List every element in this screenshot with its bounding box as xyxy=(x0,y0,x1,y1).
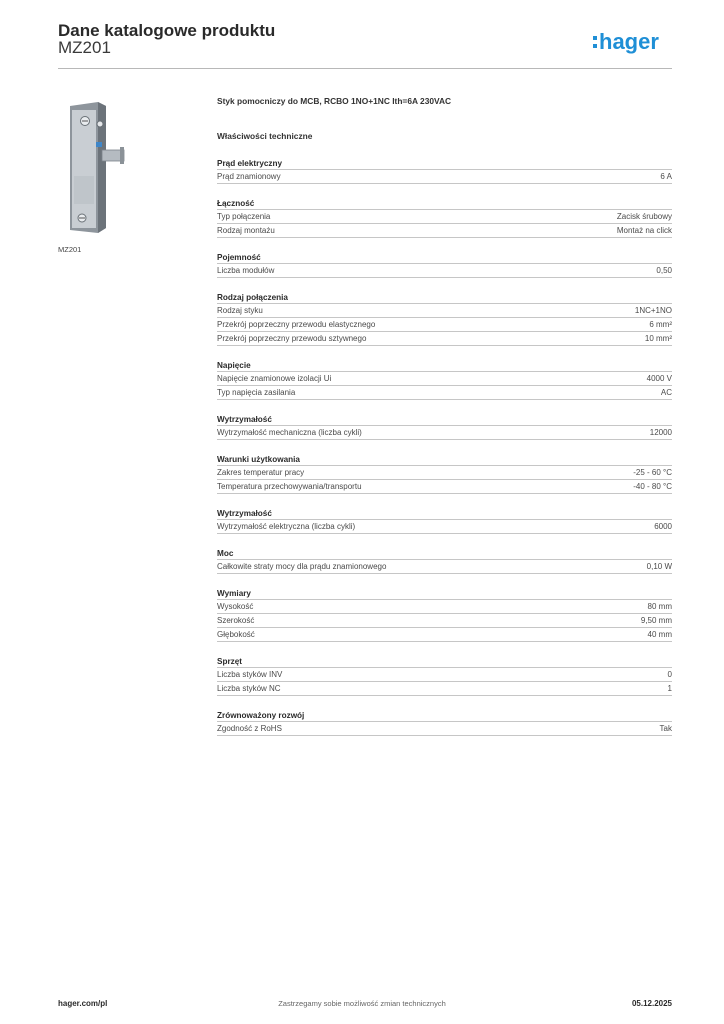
spec-group-title: Wymiary xyxy=(217,588,672,600)
spec-row xyxy=(217,426,672,440)
spec-label: Rodzaj montażu xyxy=(217,226,275,235)
spec-label: Przekrój poprzeczny przewodu sztywnego xyxy=(217,334,367,343)
spec-row xyxy=(217,386,672,400)
spec-row xyxy=(217,466,672,480)
spec-row xyxy=(217,682,672,696)
spec-value: 6 mm² xyxy=(649,320,672,329)
spec-label: Typ połączenia xyxy=(217,212,271,221)
spec-label: Liczba styków NC xyxy=(217,684,281,693)
spec-label: Wysokość xyxy=(217,602,254,611)
spec-group-title: Warunki użytkowania xyxy=(217,454,672,466)
product-description: Styk pomocniczy do MCB, RCBO 1NO+1NC Ith=6A 230VAC xyxy=(217,96,452,106)
spec-label: Typ napięcia zasilania xyxy=(217,388,296,397)
spec-row xyxy=(217,614,672,628)
spec-group-title: Wytrzymałość xyxy=(217,414,672,426)
spec-row xyxy=(217,170,672,184)
spec-value: 0,10 W xyxy=(646,562,672,571)
spec-value: 0 xyxy=(667,670,672,679)
spec-value: Tak xyxy=(659,724,672,733)
spec-value: Zacisk śrubowy xyxy=(616,212,672,221)
spec-row xyxy=(217,480,672,494)
spec-value: 0,50 xyxy=(656,266,672,275)
spec-row xyxy=(217,318,672,332)
image-caption: MZ201 xyxy=(58,245,82,254)
spec-row xyxy=(217,600,672,614)
spec-row xyxy=(217,520,672,534)
spec-label: Całkowite straty mocy dla prądu znamionowego xyxy=(217,562,387,571)
spec-row xyxy=(217,304,672,318)
spec-group-title: Napięcie xyxy=(217,360,672,372)
spec-row xyxy=(217,560,672,574)
spec-label: Wytrzymałość mechaniczna (liczba cykli) xyxy=(217,428,362,437)
spec-group-title: Łączność xyxy=(217,198,672,210)
spec-label: Wytrzymałość elektryczna (liczba cykli) xyxy=(217,522,356,531)
spec-label: Szerokość xyxy=(217,616,255,625)
spec-value: 12000 xyxy=(649,428,672,437)
spec-label: Głębokość xyxy=(217,630,255,639)
spec-group-title: Moc xyxy=(217,548,672,560)
spec-value: 40 mm xyxy=(647,630,672,639)
spec-value: 1 xyxy=(667,684,672,693)
product-image xyxy=(58,96,202,238)
logo-text: hager xyxy=(599,29,659,54)
product-code: MZ201 xyxy=(58,38,111,57)
spec-group-title: Prąd elektryczny xyxy=(217,158,672,170)
header-divider xyxy=(58,68,672,69)
spec-row xyxy=(217,210,672,224)
spec-label: Przekrój poprzeczny przewodu elastycznego xyxy=(217,320,376,329)
spec-value: Montaż na click xyxy=(616,226,672,235)
spec-value: 10 mm² xyxy=(644,334,672,343)
spec-value: 80 mm xyxy=(647,602,672,611)
page-title: Dane katalogowe produktu xyxy=(58,21,276,40)
spec-group-title: Zrównoważony rozwój xyxy=(217,710,672,722)
spec-label: Napięcie znamionowe izolacji Ui xyxy=(217,374,332,383)
spec-value: 4000 V xyxy=(646,374,672,383)
spec-value: 6000 xyxy=(654,522,672,531)
spec-group-title: Wytrzymałość xyxy=(217,508,672,520)
spec-row xyxy=(217,668,672,682)
footer-website[interactable]: hager.com/pl xyxy=(58,999,108,1008)
spec-value: -40 - 80 °C xyxy=(633,482,672,491)
spec-group-title: Pojemność xyxy=(217,252,672,264)
spec-value: AC xyxy=(660,388,672,397)
spec-label: Rodzaj styku xyxy=(217,306,263,315)
spec-value: -25 - 60 °C xyxy=(633,468,672,477)
spec-group-title: Rodzaj połączenia xyxy=(217,292,672,304)
spec-groups xyxy=(217,158,672,736)
footer-disclaimer: Zastrzegamy sobie możliwość zmian technicznych xyxy=(278,999,446,1008)
spec-row xyxy=(217,264,672,278)
spec-value: 6 A xyxy=(660,172,672,181)
spec-label: Liczba styków INV xyxy=(217,670,283,679)
footer-date: 05.12.2025 xyxy=(631,999,672,1008)
spec-group-title: Sprzęt xyxy=(217,656,672,668)
spec-label: Liczba modułów xyxy=(217,266,275,275)
spec-label: Prąd znamionowy xyxy=(217,172,281,181)
spec-value: 1NC+1NO xyxy=(634,306,672,315)
specs-title: Właściwości techniczne xyxy=(217,131,313,141)
spec-value: 9,50 mm xyxy=(640,616,672,625)
spec-content xyxy=(217,96,672,736)
spec-label: Zakres temperatur pracy xyxy=(217,468,305,477)
spec-row xyxy=(217,722,672,736)
spec-label: Temperatura przechowywania/transportu xyxy=(217,482,362,491)
spec-row xyxy=(217,332,672,346)
spec-row xyxy=(217,628,672,642)
spec-label: Zgodność z RoHS xyxy=(217,724,282,733)
spec-row xyxy=(217,224,672,238)
spec-row xyxy=(217,372,672,386)
hager-logo xyxy=(592,29,674,55)
